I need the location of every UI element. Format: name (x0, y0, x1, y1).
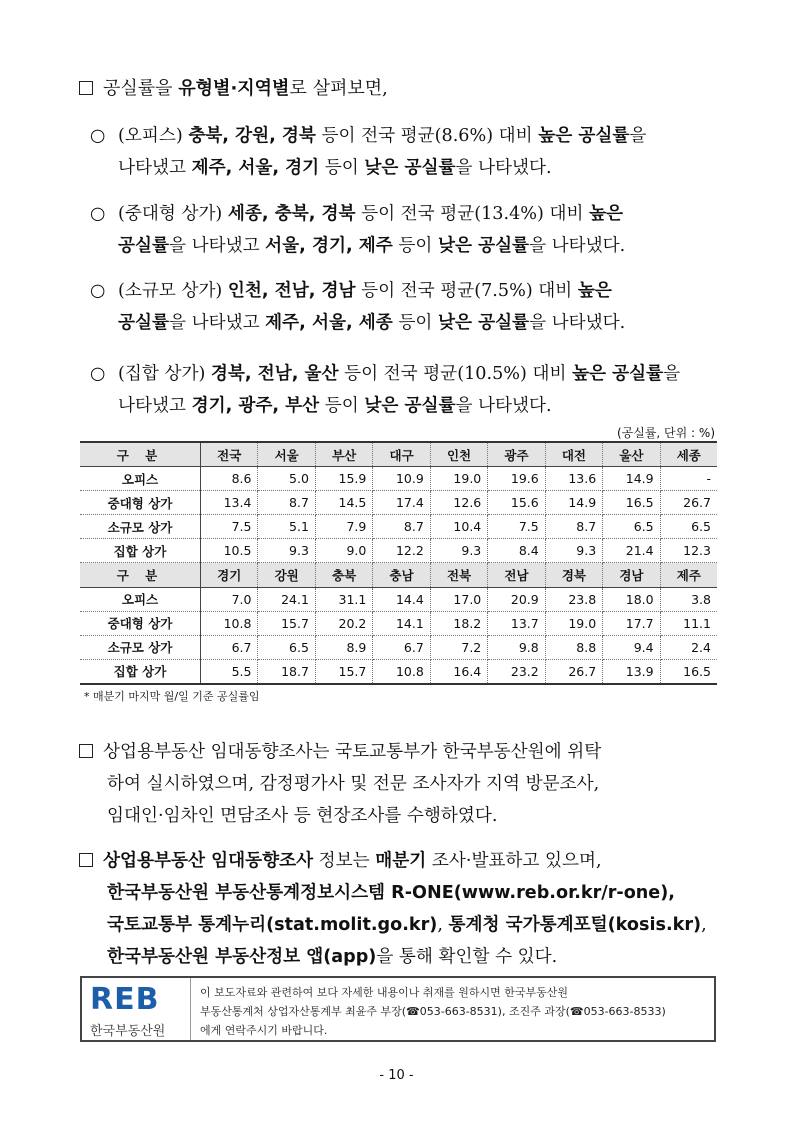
value-cell: 5.5 (201, 659, 258, 684)
row-label-cell: 오피스 (80, 587, 201, 611)
value-cell: 18.0 (603, 587, 660, 611)
value-cell: 6.7 (373, 635, 430, 659)
region-header-cell: 울산 (603, 442, 660, 467)
value-cell: 14.4 (373, 587, 430, 611)
region-header-cell: 인천 (430, 442, 487, 467)
contact-box (80, 976, 716, 1042)
info-sources: 상업용부동산 임대동향조사 정보는 매분기 조사·발표하고 있으며, 한국부동산원 부동산통계정보시스템 R-ONE(www.reb.or.kr/r-one), 국토교통부 통계누리(stat.molit.go.kr), 통계청 국가통계포털(kosis.kr), 한국부동산원 부동산정보 앱(app)을 통해 확인할 수 있다. (79, 845, 707, 973)
value-cell: 15.6 (488, 491, 545, 515)
value-cell: 2.4 (660, 635, 717, 659)
value-cell: 16.5 (660, 659, 717, 684)
value-cell: 7.0 (201, 587, 258, 611)
bullet-small-retail: ○ (소규모 상가) 인천, 전남, 경남 등이 전국 평균(7.5%) 대비 높은 공실률을 나타냈고 제주, 서울, 세종 등이 낮은 공실률을 나타냈다. (90, 275, 625, 339)
value-cell: 9.3 (258, 539, 315, 563)
row-label-cell: 소규모 상가 (80, 515, 201, 539)
region-header-cell: 경남 (603, 563, 660, 587)
vacancy-rate-table (80, 441, 717, 685)
value-cell: 6.5 (603, 515, 660, 539)
value-cell: 10.9 (373, 467, 430, 491)
row-label-cell: 소규모 상가 (80, 635, 201, 659)
value-cell: 31.1 (315, 587, 372, 611)
bullet-office: ○ (오피스) 충북, 강원, 경북 등이 전국 평균(8.6%) 대비 높은 공실률을 나타냈고 제주, 서울, 경기 등이 낮은 공실률을 나타냈다. (90, 120, 646, 184)
value-cell: 12.6 (430, 491, 487, 515)
value-cell: 14.9 (603, 467, 660, 491)
table-row (80, 515, 717, 539)
value-cell: 12.3 (660, 539, 717, 563)
row-label-cell: 집합 상가 (80, 659, 201, 684)
checkbox-square-icon (79, 81, 93, 95)
table-row (80, 491, 717, 515)
value-cell: 12.2 (373, 539, 430, 563)
value-cell: 7.5 (488, 515, 545, 539)
value-cell: 18.2 (430, 611, 487, 635)
bullet-large-retail: ○ (중대형 상가) 세종, 충북, 경북 등이 전국 평균(13.4%) 대비 높은 공실률을 나타냈고 서울, 경기, 제주 등이 낮은 공실률을 나타냈다. (90, 198, 625, 262)
region-header-cell: 부산 (315, 442, 372, 467)
value-cell: 23.8 (545, 587, 602, 611)
region-header-cell: 강원 (258, 563, 315, 587)
table-header-row (80, 442, 717, 467)
value-cell: 26.7 (545, 659, 602, 684)
table-row (80, 635, 717, 659)
contact-text: 이 보도자료와 관련하여 보다 자세한 내용이나 취재를 원하시면 한국부동산원 부동산통계처 상업자산통계부 최윤주 부장(☎053-663-8531), 조진주 과장(☎053-663-8533) 에게 연락주시기 바랍니다. (200, 986, 666, 1037)
value-cell: 20.9 (488, 587, 545, 611)
value-cell: 26.7 (660, 491, 717, 515)
row-label-cell: 오피스 (80, 467, 201, 491)
value-cell: 23.2 (488, 659, 545, 684)
value-cell: - (660, 467, 717, 491)
region-header-cell: 충남 (373, 563, 430, 587)
value-cell: 10.8 (201, 611, 258, 635)
value-cell: 7.9 (315, 515, 372, 539)
value-cell: 9.8 (488, 635, 545, 659)
value-cell: 5.1 (258, 515, 315, 539)
value-cell: 8.4 (488, 539, 545, 563)
value-cell: 7.2 (430, 635, 487, 659)
value-cell: 17.7 (603, 611, 660, 635)
value-cell: 14.9 (545, 491, 602, 515)
reb-app-link[interactable]: 한국부동산원 부동산정보 앱(app) (107, 947, 377, 967)
value-cell: 19.0 (430, 467, 487, 491)
kosis-link[interactable]: 통계청 국가통계포털(kosis.kr) (448, 915, 702, 935)
value-cell: 9.4 (603, 635, 660, 659)
region-header-cell: 경기 (201, 563, 258, 587)
value-cell: 11.1 (660, 611, 717, 635)
circle-bullet-icon: ○ (90, 364, 106, 384)
value-cell: 5.0 (258, 467, 315, 491)
row-label-cell: 중대형 상가 (80, 491, 201, 515)
page-number: - 10 - (379, 1068, 414, 1083)
value-cell: 6.7 (201, 635, 258, 659)
value-cell: 10.5 (201, 539, 258, 563)
region-header-cell: 전북 (430, 563, 487, 587)
value-cell: 8.6 (201, 467, 258, 491)
value-cell: 10.4 (430, 515, 487, 539)
value-cell: 14.5 (315, 491, 372, 515)
circle-bullet-icon: ○ (90, 204, 106, 224)
row-label-cell: 중대형 상가 (80, 611, 201, 635)
value-cell: 18.7 (258, 659, 315, 684)
region-header-cell: 서울 (258, 442, 315, 467)
value-cell: 8.7 (258, 491, 315, 515)
region-header-cell: 충북 (315, 563, 372, 587)
region-header-cell: 광주 (488, 442, 545, 467)
region-header-cell: 대구 (373, 442, 430, 467)
circle-bullet-icon: ○ (90, 281, 106, 301)
value-cell: 15.9 (315, 467, 372, 491)
value-cell: 15.7 (315, 659, 372, 684)
value-cell: 13.6 (545, 467, 602, 491)
value-cell: 20.2 (315, 611, 372, 635)
molit-link[interactable]: 국토교통부 통계누리(stat.molit.go.kr) (107, 915, 438, 935)
intro-line: 공실률을 유형별·지역별로 살펴보면, (79, 74, 388, 100)
table-row (80, 539, 717, 563)
checkbox-square-icon (79, 853, 93, 867)
value-cell: 9.3 (430, 539, 487, 563)
table-footnote: * 매분기 마지막 월/일 기준 공실률임 (84, 690, 260, 703)
value-cell: 19.0 (545, 611, 602, 635)
region-header-cell: 전남 (488, 563, 545, 587)
value-cell: 3.8 (660, 587, 717, 611)
value-cell: 7.5 (201, 515, 258, 539)
row-label-cell: 집합 상가 (80, 539, 201, 563)
row-label-cell: 구 분 (80, 442, 201, 467)
value-cell: 16.5 (603, 491, 660, 515)
value-cell: 13.7 (488, 611, 545, 635)
row-label-cell: 구 분 (80, 563, 201, 587)
value-cell: 8.7 (373, 515, 430, 539)
value-cell: 16.4 (430, 659, 487, 684)
reb-logo: REB 한국부동산원 (82, 978, 191, 1040)
value-cell: 19.6 (488, 467, 545, 491)
value-cell: 8.8 (545, 635, 602, 659)
value-cell: 17.4 (373, 491, 430, 515)
region-header-cell: 경북 (545, 563, 602, 587)
value-cell: 21.4 (603, 539, 660, 563)
value-cell: 9.3 (545, 539, 602, 563)
bullet-complex-retail: ○ (집합 상가) 경북, 전남, 울산 등이 전국 평균(10.5%) 대비 높은 공실률을 나타냈고 경기, 광주, 부산 등이 낮은 공실률을 나타냈다. (90, 358, 680, 422)
region-header-cell: 전국 (201, 442, 258, 467)
region-header-cell: 제주 (660, 563, 717, 587)
circle-bullet-icon: ○ (90, 126, 106, 146)
table-header-row (80, 563, 717, 587)
r-one-link[interactable]: 한국부동산원 부동산통계정보시스템 R-ONE(www.reb.or.kr/r-one), (107, 883, 675, 903)
table-row (80, 587, 717, 611)
value-cell: 24.1 (258, 587, 315, 611)
value-cell: 10.8 (373, 659, 430, 684)
value-cell: 9.0 (315, 539, 372, 563)
table-row (80, 611, 717, 635)
value-cell: 13.4 (201, 491, 258, 515)
table-row (80, 467, 717, 491)
value-cell: 6.5 (258, 635, 315, 659)
value-cell: 8.9 (315, 635, 372, 659)
value-cell: 17.0 (430, 587, 487, 611)
region-header-cell: 세종 (660, 442, 717, 467)
value-cell: 6.5 (660, 515, 717, 539)
value-cell: 8.7 (545, 515, 602, 539)
value-cell: 15.7 (258, 611, 315, 635)
checkbox-square-icon (79, 744, 93, 758)
value-cell: 13.9 (603, 659, 660, 684)
value-cell: 14.1 (373, 611, 430, 635)
region-header-cell: 대전 (545, 442, 602, 467)
table-unit-label: (공실률, 단위 : %) (616, 426, 715, 440)
survey-description: 상업용부동산 임대동향조사는 국토교통부가 한국부동산원에 위탁 하여 실시하였으며, 감정평가사 및 전문 조사자가 지역 방문조사, 임대인·임차인 면담조사 등 현장조사를 수행하였다. (79, 736, 601, 832)
table-row (80, 659, 717, 684)
